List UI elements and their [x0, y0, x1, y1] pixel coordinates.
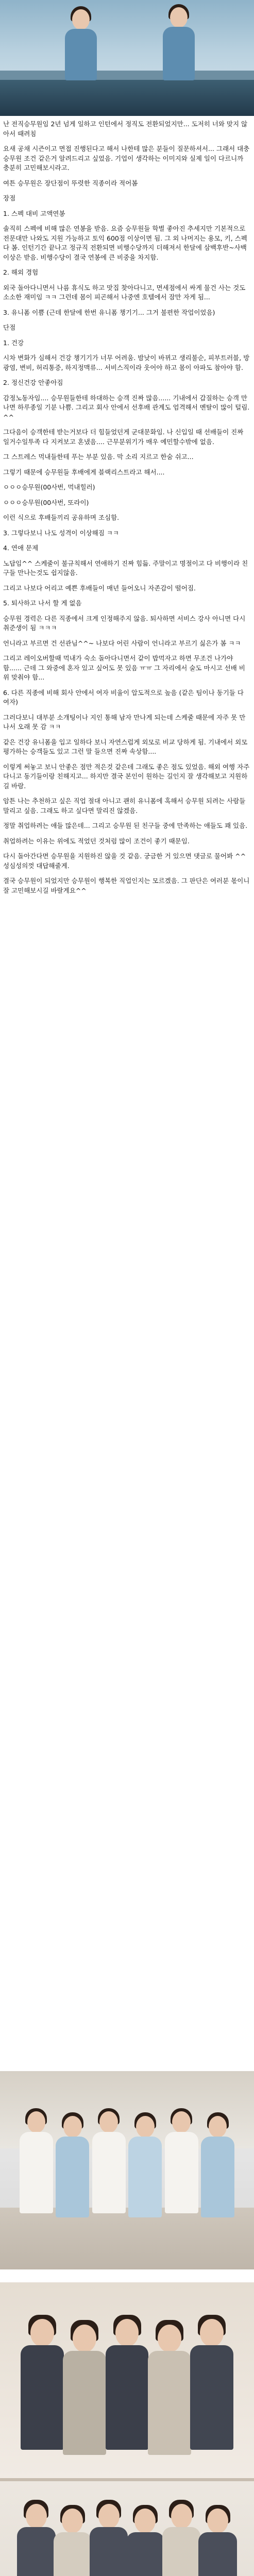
paragraph: 이런 식으로 후배들끼리 공유하며 조심함. — [3, 514, 120, 521]
paragraph: 다시 돌아간다면 승무원을 지원하진 않을 것 같음. 궁금한 거 있으면 댓글로 물어봐 ^^ 성심성의껏 대답해줄게. — [3, 852, 248, 870]
paragraph: ㅇㅇㅇ승무원(00사번, 먹내힐러) — [3, 483, 95, 491]
paragraph: 그러다보니 대부분 소개팅이나 지인 통해 남자 만나게 되는데 스케줄 때문에 자주 못 만나서 오래 못 감 ㅋㅋ — [3, 713, 246, 731]
section-heading: 2. 해외 경험 — [3, 268, 39, 276]
section-heading: 6. 다른 직종에 비해 회사 안에서 여자 비율이 압도적으로 높음 (같은 팀이나 동기들 다 여자) — [3, 688, 246, 706]
paragraph: 이렇게 써놓고 보니 안좋은 점만 적은것 같은데 그래도 좋은 점도 있었음. 해외 여행 자주 다니고 동기들이랑 친해지고... 하지만 결국 본인이 원하는 길인지 잘 생각해보고 지원하길 바람. — [3, 762, 252, 790]
section-heading: 2. 정신건강 안좋아짐 — [3, 379, 63, 386]
section-heading: 1. 스펙 대비 고액연봉 — [3, 209, 65, 217]
paragraph: 승무원 경력은 다른 직종에서 크게 인정해주지 않음. 퇴사하면 서비스 강사 아니면 다시 취준생이 됨 ㅋㅋㅋ — [3, 614, 248, 632]
section-heading: 1. 건강 — [3, 338, 24, 347]
section-heading: 5. 퇴사하고 나서 할 게 없음 — [3, 599, 82, 607]
counter — [0, 80, 254, 116]
paragraph: 취업하려는 이유는 위에도 적었던 것처럼 많이 조건이 좋기 때문임. — [3, 837, 190, 845]
paragraph: 여튼 승무원은 장단점이 뚜렷한 직종이라 적어봄 — [3, 179, 138, 187]
paragraph: 그 스트레스 먹내들한테 푸는 부분 있음. 막 소리 지르고 한숨 쉬고... — [3, 453, 194, 461]
paragraph: 솔직히 스펙에 비해 많은 연봉을 받음. 요즘 승무원들 학벌 좋아진 추세지만 기본적으로 전문대만 나와도 지원 가능하고 토익 600점 이상이면 됨. 그 외 나머지는 용모, 키, 스펙 다 봄. 인턴기간 끝나고 정규직 전환되면 비행수당까지 더해져서 한달에 삼백후반~사백 이상은 받음. 비행수당이 결국 연봉에 큰 비중을 차지함. — [3, 225, 249, 261]
section-heading: 노답임^^ 스케줄이 불규칙해서 연애하기 진짜 힘듦. 주말이고 명절이고 다 비행이라 친구들 만나는것도 쉽지않음. — [3, 559, 248, 577]
paragraph: 요새 공채 시즌이고 면접 진행된다고 해서 나한테 많은 분들이 질문하셔서... 그래서 대충 승무원 조건 같은거 알려드리고 싶었음. 기업이 생각하는 이미지와 실제 일이 다르니까 충분히 고민해보시라고. — [3, 145, 252, 172]
paragraph: 3. 그렇다보니 나도 성격이 이상해짐 ㅋㅋ — [3, 529, 119, 537]
group-photo — [0, 2071, 254, 2269]
uniform-photo — [0, 2282, 254, 2576]
section-heading: 장점 — [3, 194, 16, 202]
paragraph: 결국 승무원이 되었지만 승무원이 행복한 직업인지는 모르겠음. 그 판단은 여러분 몫이니 잘 고민해보시길 바랄게요^^ — [3, 877, 252, 894]
paragraph: 같은 건강 유니폼을 입고 일하다 보니 자연스럽게 외모로 비교 당하게 됨. 기내에서 외모 평가하는 승객들도 있고 그런 말 들으면 진짜 속상함.... — [3, 738, 250, 755]
paragraph: 그렇기 때문에 승무원들 후배에게 블랙리스트라고 해서.... — [3, 468, 165, 476]
paragraph: 시차 변화가 심해서 건강 챙기기가 너무 어려움. 밤낮이 바뀌고 생리불순, 피부트러블, 방광염, 변비, 허리통증, 하지정맥류... 서비스직이라 웃어야 하고 몸이 아파도 참아야 함. — [3, 354, 250, 371]
paragraph: 외국 돌아다니면서 나름 휴식도 하고 맛집 찾아다니고, 면세점에서 싸게 물건 사는 것도 소소한 재미임 ㅋㅋ 그런데 몸이 피곤해서 나중엔 호텔에서 잠만 자게 됨... — [3, 283, 248, 301]
top-photo — [0, 0, 254, 116]
paragraph: 감정노동자임.... 승무원들한테 하대하는 승객 진짜 많음...... 기내에서 갑질하는 승객 만나면 하루종일 기분 나쁨. 그리고 회사 안에서 선후배 관계도 엄격해서 멘탈이 많이 털림.^^ — [3, 394, 250, 421]
paragraph: 난 전직승무원임 2년 넘게 일하고 인턴에서 정직도 전환되었지만... 도저히 너와 맞지 않아서 때려침 — [3, 120, 248, 138]
paragraph: 그리고 레이오버할때 먹내가 숙소 돌아다니면서 같이 밥먹자고 하면 무조건 나가야함...... 근데 그 와중에 혼자 있고 싶어도 못 있음 ㅠㅠ 그 자리에서 술도 마시고 선배 비위 맞춰야 함... — [3, 654, 245, 681]
counter-top — [0, 71, 254, 80]
paragraph: 그다음이 승객한테 받는거보다 더 힘들었던게 군대문화임. 나 신입일 때 선배들이 진짜 일거수일투족 다 지켜보고 혼냈음.... 근무분위기가 매우 예민할수밖에 없음. — [3, 428, 246, 446]
paragraph: 정말 취업하려는 애들 많은데... 그리고 승무원 된 친구들 중에 만족하는 애들도 꽤 있음. — [3, 822, 248, 829]
paragraph: 그리고 나보다 어리고 예쁜 후배들이 매년 들어오니 자존감이 떨어짐. — [3, 584, 196, 592]
paragraph: 암튼 나는 추천하고 싶은 직업 절대 아니고 괜히 유니폼에 혹해서 승무원 되려는 사람들 말리고 싶음. 그래도 하고 싶다면 말리진 않겠음. — [3, 797, 248, 815]
paragraph: 3. 유니폼 이쁨 (근데 한달에 한번 유니폼 챙기기... 그거 불편한 작업이었음) — [3, 308, 215, 316]
section-heading: 4. 연애 문제 — [3, 544, 39, 552]
paragraph: ㅇㅇㅇ승무원(00사번, 또라이) — [3, 498, 89, 506]
section-heading: 단점 — [3, 324, 16, 331]
article-body — [3, 120, 251, 2067]
divider-line — [0, 2478, 254, 2481]
paragraph: 언니라고 부르면 건 선관님^^~ 나보다 어린 사람이 언니라고 부르기 싫은가 봄 ㅋㅋ — [3, 639, 241, 647]
